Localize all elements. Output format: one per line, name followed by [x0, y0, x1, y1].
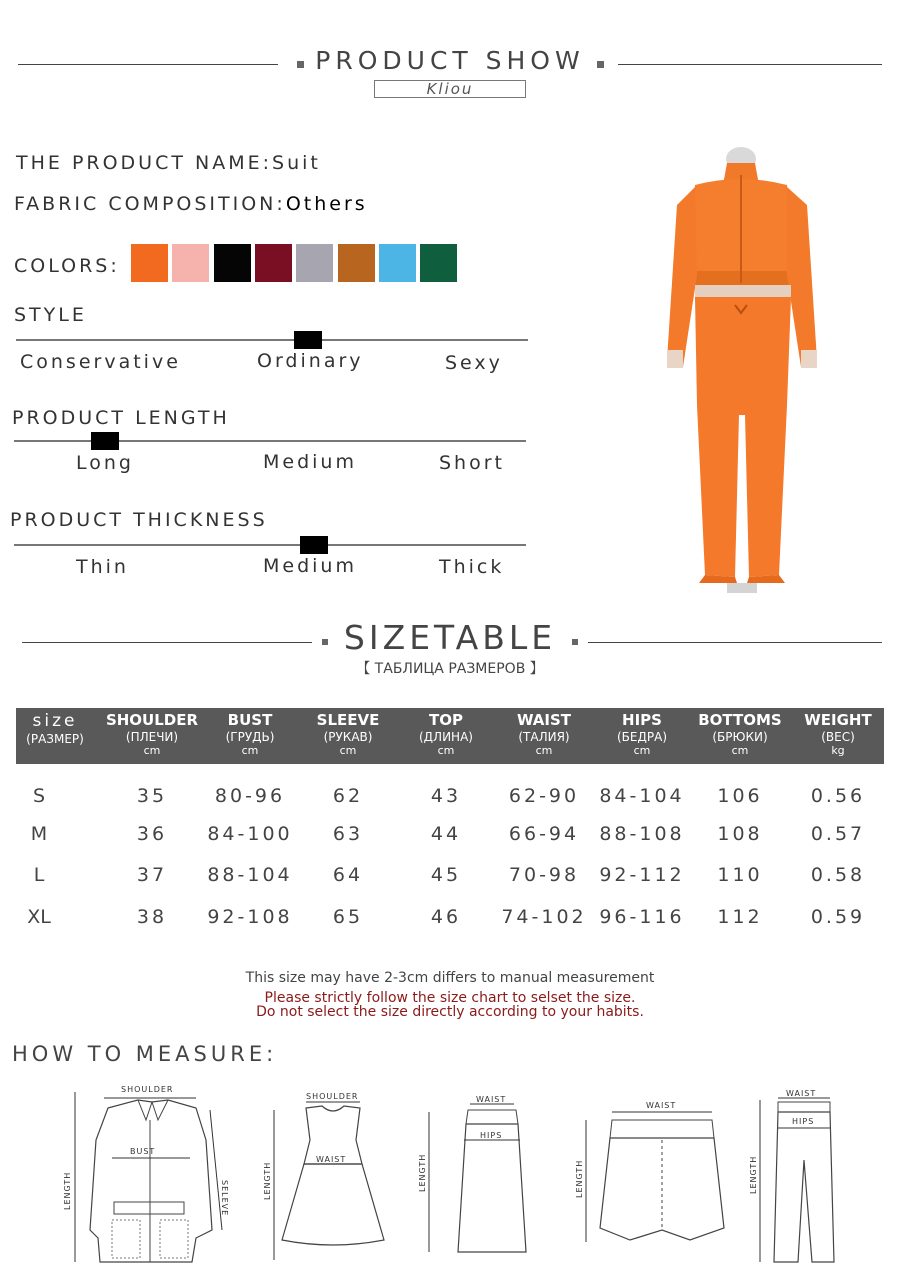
table-cell: 62 [332, 785, 364, 807]
table-cell: 112 [717, 906, 763, 928]
header-col-unit: cm [437, 744, 455, 757]
table-cell: 64 [332, 864, 364, 886]
shorts-waist-label: WAIST [646, 1101, 677, 1110]
shorts-diagram [575, 1101, 724, 1242]
table-cell: 62-90 [508, 785, 580, 807]
table-cell: 108 [717, 823, 763, 845]
color-swatch-7[interactable] [379, 244, 416, 282]
size-label: M [30, 823, 48, 845]
color-swatch-4[interactable] [255, 244, 292, 282]
header-col-8 [692, 708, 788, 757]
table-cell: 106 [717, 785, 763, 807]
header-dot-right [597, 61, 604, 68]
header-col-5 [398, 708, 494, 757]
how-to-measure-title: HOW TO MEASURE: [12, 1042, 278, 1066]
header-col-ru: (БЕДРА) [617, 730, 667, 744]
header-col-title: SLEEVE [316, 711, 380, 729]
header-col-unit: cm [339, 744, 357, 757]
header-col-6 [496, 708, 592, 757]
table-cell: 63 [332, 823, 364, 845]
skirt-hips-label: HIPS [480, 1131, 503, 1140]
color-swatch-6[interactable] [338, 244, 375, 282]
table-cell: 35 [136, 785, 168, 807]
jacket-bust-label: BUST [130, 1147, 156, 1156]
table-cell: 0.59 [810, 906, 866, 928]
pants-hips-label: HIPS [792, 1117, 815, 1126]
measure-illustrations [0, 1080, 900, 1270]
table-cell: 0.56 [810, 785, 866, 807]
header-col-ru: (РАЗМЕР) [26, 732, 84, 746]
length-option-long: Long [76, 452, 134, 474]
length-marker [91, 432, 119, 450]
table-cell: 74-102 [501, 906, 587, 928]
note-habits: Do not select the size directly according to your habits. [256, 1004, 644, 1020]
shorts-length-label: LENGTH [575, 1159, 584, 1198]
header-col-4 [300, 708, 396, 757]
product-name-row [16, 152, 321, 174]
header-col-ru: (БРЮКИ) [712, 730, 768, 744]
table-cell: 84-100 [207, 823, 293, 845]
style-option-ordinary: Ordinary [257, 350, 364, 372]
style-scale-line [16, 339, 528, 341]
thickness-option-medium: Medium [263, 555, 357, 577]
table-cell: 96-116 [599, 906, 685, 928]
header-col-ru: (ТАЛИЯ) [518, 730, 570, 744]
header-col-title: WAIST [516, 711, 572, 729]
table-cell: 66-94 [508, 823, 580, 845]
sizetable-dot-right [572, 639, 578, 645]
table-cell: 38 [136, 906, 168, 928]
table-cell: 45 [430, 864, 462, 886]
header-col-title: BOTTOMS [698, 711, 782, 729]
table-cell: 0.57 [810, 823, 866, 845]
thickness-marker [300, 536, 328, 554]
header-col-title: WEIGHT [804, 711, 872, 729]
style-marker [294, 331, 322, 349]
table-cell: 43 [430, 785, 462, 807]
product-name-value: Suit [272, 152, 321, 174]
fabric-row [14, 193, 368, 215]
table-cell: 44 [430, 823, 462, 845]
product-name-label: THE PRODUCT NAME: [16, 152, 273, 174]
colors-label: COLORS: [14, 255, 120, 277]
thickness-option-thick: Thick [439, 556, 505, 578]
style-option-conservative: Conservative [20, 351, 181, 373]
thickness-option-thin: Thin [76, 556, 129, 578]
table-cell: 46 [430, 906, 462, 928]
header-col-title: TOP [429, 711, 463, 729]
length-option-short: Short [439, 452, 505, 474]
dress-diagram [263, 1092, 384, 1260]
page-title: PRODUCT SHOW [315, 46, 585, 75]
header-col-3 [202, 708, 298, 757]
header-col-1 [16, 708, 94, 746]
pants-waist-label: WAIST [786, 1089, 817, 1098]
jacket-shoulder-label: SHOULDER [121, 1085, 174, 1094]
table-cell: 88-108 [599, 823, 685, 845]
fabric-value: Others [285, 193, 368, 215]
pants-length-label: LENGTH [749, 1155, 758, 1194]
size-label: S [32, 785, 46, 807]
header-col-title: BUST [227, 711, 273, 729]
size-label: L [33, 864, 45, 886]
header-col-9 [790, 708, 886, 757]
fabric-label: FABRIC COMPOSITION: [14, 193, 286, 215]
table-cell: 92-112 [599, 864, 685, 886]
table-cell: 110 [717, 864, 763, 886]
header-col-unit: cm [143, 744, 161, 757]
table-cell: 80-96 [214, 785, 286, 807]
dress-length-label: LENGTH [263, 1161, 272, 1200]
header-col-title: size [32, 711, 78, 731]
jacket-length-label: LENGTH [63, 1171, 72, 1210]
color-swatch-8[interactable] [420, 244, 457, 282]
table-cell: 88-104 [207, 864, 293, 886]
jacket-diagram [63, 1085, 229, 1262]
color-swatch-2[interactable] [172, 244, 209, 282]
length-label: PRODUCT LENGTH [12, 407, 230, 429]
header-rule-right [618, 64, 882, 65]
header-col-ru: (ДЛИНА) [419, 730, 473, 744]
size-label: XL [27, 906, 51, 928]
table-cell: 65 [332, 906, 364, 928]
thickness-label: PRODUCT THICKNESS [10, 509, 268, 531]
note-measurement: This size may have 2-3cm differs to manual measurement [245, 970, 655, 986]
header-col-title: SHOULDER [105, 711, 199, 729]
dress-shoulder-label: SHOULDER [306, 1092, 359, 1101]
header-col-7 [594, 708, 690, 757]
header-col-2 [104, 708, 200, 757]
dress-waist-label: WAIST [316, 1155, 347, 1164]
style-label: STYLE [14, 304, 87, 326]
header-col-title: HIPS [622, 711, 662, 729]
table-cell: 92-108 [207, 906, 293, 928]
thickness-scale-line [14, 544, 526, 546]
brand-name: Kliou [374, 80, 526, 98]
header-col-ru: (ПЛЕЧИ) [125, 730, 179, 744]
table-cell: 84-104 [599, 785, 685, 807]
skirt-diagram [418, 1095, 526, 1252]
product-image [655, 145, 830, 600]
header-col-ru: (ГРУДЬ) [225, 730, 275, 744]
color-swatch-5[interactable] [296, 244, 333, 282]
sizetable-header-bar [16, 708, 884, 764]
color-swatch-3[interactable] [214, 244, 251, 282]
sizetable-subtitle: 【 ТАБЛИЦА РАЗМЕРОВ 】 [356, 661, 544, 677]
skirt-waist-label: WAIST [476, 1095, 507, 1104]
table-cell: 36 [136, 823, 168, 845]
jacket-sleeve-label: SELEVE [220, 1180, 229, 1217]
color-swatch-1[interactable] [131, 244, 168, 282]
header-col-unit: cm [241, 744, 259, 757]
note-follow-chart: Please strictly follow the size chart to selset the size. [264, 990, 636, 1006]
sizetable-title: SIZETABLE [343, 618, 557, 657]
pants-diagram [749, 1089, 834, 1262]
table-cell: 37 [136, 864, 168, 886]
table-cell: 0.58 [810, 864, 866, 886]
header-col-unit: cm [633, 744, 651, 757]
header-col-ru: (РУКАВ) [323, 730, 373, 744]
header-col-unit: cm [731, 744, 749, 757]
header-col-ru: (ВЕС) [821, 730, 855, 744]
header-col-unit: kg [831, 744, 845, 757]
table-cell: 70-98 [508, 864, 580, 886]
style-option-sexy: Sexy [445, 352, 503, 374]
sizetable-rule-right [588, 642, 882, 643]
header-col-unit: cm [535, 744, 553, 757]
skirt-length-label: LENGTH [418, 1153, 427, 1192]
length-option-medium: Medium [263, 451, 357, 473]
